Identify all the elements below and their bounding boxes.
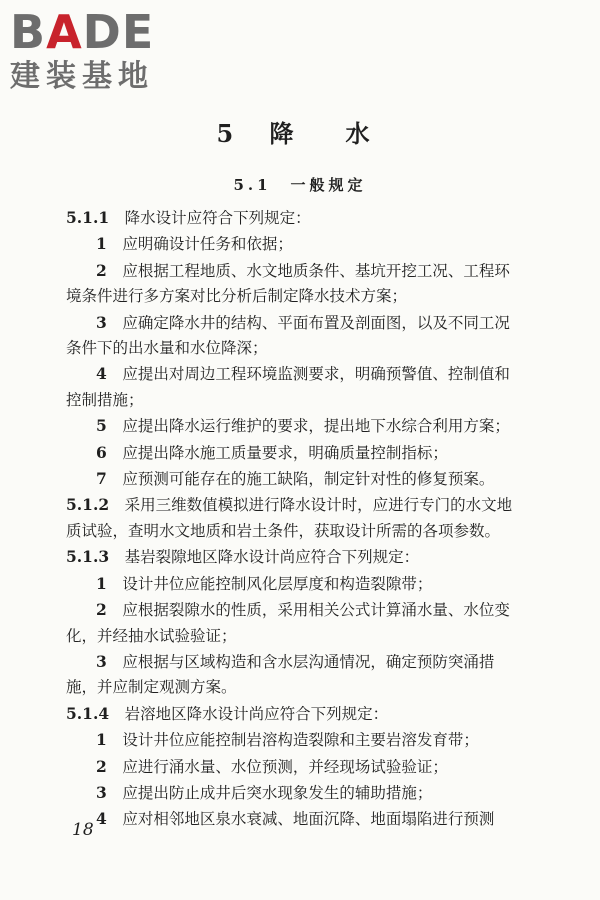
list-item: 6 应提出降水施工质量要求，明确质量控制指标；: [96, 442, 448, 462]
chapter-title: 5 降 水: [216, 119, 384, 148]
section-title: 5.1 一般规定: [233, 176, 367, 194]
clause-5-1-4: 5.1.4 岩溶地区降水设计尚应符合下列规定：: [66, 703, 389, 723]
logo-letter-b: B: [10, 5, 47, 59]
bade-logo: [10, 6, 154, 94]
document-body: [66, 205, 516, 833]
list-item: 3 应提出防止成井后突水现象发生的辅助措施；: [96, 782, 433, 802]
clause-5-1-1: 5.1.1 降水设计应符合下列规定：: [66, 208, 311, 227]
list-item: 4 应提出对周边工程环境监测要求，明确预警值、控制值和控制措施；: [66, 364, 510, 409]
list-item: 4 应对相邻地区泉水衰减、地面沉降、地面塌陷进行预测: [96, 809, 495, 829]
logo-letters-de: DE: [82, 5, 155, 59]
list-item: 2 应进行涌水量、水位预测，并经现场试验验证；: [96, 756, 448, 776]
page-number: 18: [72, 820, 94, 840]
list-item: 2 应根据工程地质、水文地质条件、基坑开挖工况、工程环境条件进行多方案对比分析后制定降水技术方案；: [66, 260, 510, 306]
list-item: 5 应提出降水运行维护的要求，提出地下水综合利用方案；: [96, 416, 510, 436]
clause-5-1-3: 5.1.3 基岩裂隙地区降水设计尚应符合下列规定：: [66, 547, 420, 567]
list-item: 2 应根据裂隙水的性质，采用相关公式计算涌水量、水位变化，并经抽水试验验证；: [66, 600, 510, 645]
clause-5-1-2: 5.1.2 采用三维数值模拟进行降水设计时，应进行专门的水文地质试验，查明水文地质和岩土条件，获取设计所需的各项参数。: [66, 495, 513, 540]
list-item: 7 应预测可能存在的施工缺陷，制定针对性的修复预案。: [96, 469, 495, 489]
list-item: 3 应根据与区域构造和含水层沟通情况，确定预防突涌措施，并应制定观测方案。: [66, 651, 495, 697]
list-item: 1 设计井位应能控制风化层厚度和构造裂隙带；: [96, 573, 433, 593]
logo-letter-a: A: [46, 5, 83, 59]
list-item: 1 应明确设计任务和依据；: [96, 234, 293, 254]
list-item: 1 设计井位应能控制岩溶构造裂隙和主要岩溶发育带；: [96, 730, 479, 750]
logo-subtitle: 建装基地: [10, 59, 154, 94]
logo-wordmark: [10, 6, 154, 58]
list-item: 3 应确定降水井的结构、平面布置及剖面图，以及不同工况条件下的出水量和水位降深；: [66, 312, 510, 358]
